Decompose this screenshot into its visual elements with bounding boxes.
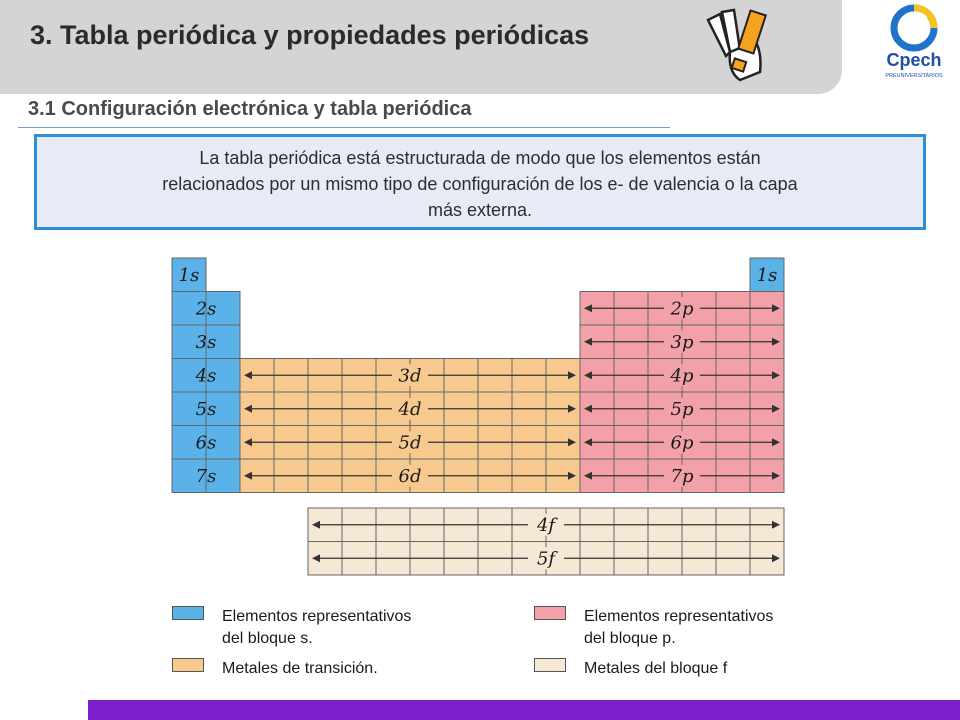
bottom-accent-bar [88, 700, 960, 720]
legend-swatch-s [172, 606, 204, 620]
f-block-row-5f-label: 5f [536, 548, 556, 570]
p-block-row-5p-label: 5p [670, 398, 694, 420]
s-block-label-5s: 5s [195, 398, 217, 420]
p-block-row-4p-label: 4p [670, 365, 694, 387]
s-block-label-6s: 6s [195, 432, 217, 454]
info-line: La tabla periódica está estructurada de modo que los elementos están [199, 148, 761, 168]
section-subtitle: 3.1 Configuración electrónica y tabla periódica [28, 98, 472, 120]
legend-s-line: Elementos representativos [222, 608, 412, 625]
s-block-label-2s: 2s [195, 298, 217, 320]
info-line: más externa. [427, 200, 533, 220]
p-block-row-2p-label: 2p [670, 298, 694, 320]
d-block-row-6d-label: 6d [398, 465, 422, 487]
label-1s-right: 1s [756, 264, 778, 286]
legend-swatch-p [534, 606, 566, 620]
legend-swatch-f [534, 658, 566, 672]
legend-p-line: del bloque p. [584, 630, 676, 647]
legend-s-line: del bloque s. [222, 630, 313, 647]
legend-d-block: Metales de transición. [222, 660, 378, 677]
p-block-row-3p-label: 3p [670, 331, 694, 353]
legend-s-block [222, 606, 411, 650]
p-block-row-6p-label: 6p [670, 432, 694, 454]
info-line: relacionados por un mismo tipo de configuración de los e- de valencia o la capa [162, 174, 798, 194]
d-block-row-3d-label: 3d [398, 365, 422, 387]
label-1s-left: 1s [178, 264, 200, 286]
s-block-label-7s: 7s [195, 465, 217, 487]
s-block-label-3s: 3s [195, 331, 217, 353]
legend-p-block [584, 606, 773, 650]
d-block-row-5d-label: 5d [398, 432, 422, 454]
legend-swatch-d [172, 658, 204, 672]
legend-p-line: Elementos representativos [584, 608, 774, 625]
page-title: 3. Tabla periódica y propiedades periódicas [30, 20, 590, 50]
p-block-row-7p-label: 7p [670, 465, 694, 487]
s-block-label-4s: 4s [195, 365, 217, 387]
logo-subtext: PREUNIVERSITARIOS [885, 73, 943, 79]
f-block-row-4f-label: 4f [536, 514, 556, 536]
d-block-row-4d-label: 4d [398, 398, 422, 420]
logo-text: Cpech [886, 50, 942, 70]
legend-f-block: Metales del bloque f [584, 660, 728, 677]
